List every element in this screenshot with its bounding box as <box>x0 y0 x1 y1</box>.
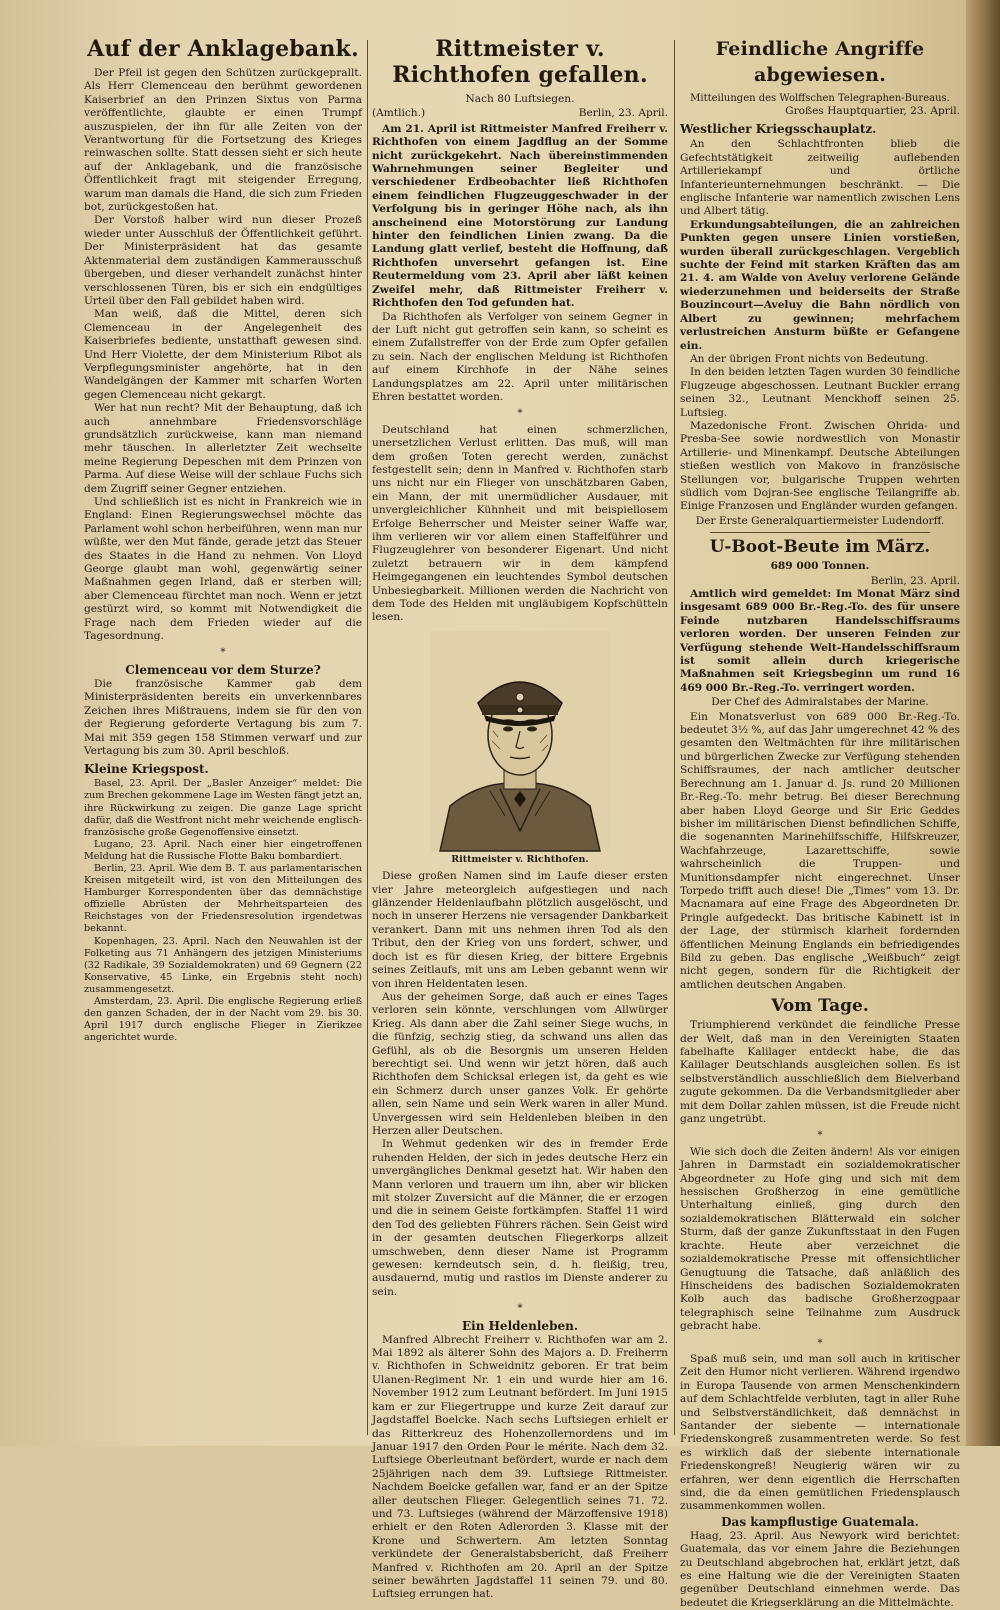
article-paragraph: Wer hat nun recht? Mit der Behauptung, daß ich auch annehmbare Friedensvorschläge grundsätzlich zurückweise, kann man niemand mehr täuschen. In allerletzter Zeit wechselte meine Regierung Depeschen mit dem Prinzen von Parma. Auf diese Weise will der schlaue Fuchs sich dem Zugriff seiner Gegner entziehen. <box>84 402 362 495</box>
article-lead: Amtlich wird gemeldet: Im Monat März sind insgesamt 689 000 Br.-Reg.-To. des für unsere Feinde nutzbaren Handelsschiffsraums verloren worden. Der unseren Feinden zur Verfügung stehende Welt-Handelsschiffsraum ist somit allein durch kriegerische Maßnahmen seit Kriegsbeginn um rund 16 469 000 Br.-Reg.-To. verringert worden. <box>680 588 960 694</box>
headline-uboot: U-Boot-Beute im März. <box>709 537 931 558</box>
section-title-heldenleben: Ein Heldenleben. <box>461 1318 578 1333</box>
separator-star: * <box>817 1337 823 1349</box>
news-item: Lugano, 23. April. Nach einer hier eingetroffenen Meldung hat die Russische Flotte Baku bombardiert. <box>84 838 362 862</box>
article-paragraph: Manfred Albrecht Freiherr v. Richthofen war am 2. Mai 1892 als älterer Sohn des Majors a. D. Freiherrn v. Richthofen in Schweidnitz geboren. Er trat beim Ulanen-Regiment Nr. 1 ein und wurde hier am 16. November 1912 zum Leutnant befördert. Im Juni 1915 kam er zur Fliegertruppe und kurze Zeit darauf zur Jagdstaffel Boelcke. Nach sechs Luftsiegen erhielt er das Ritterkreuz des Hohenzollernordens und im Januar 1917 den Orden Pour le mérite. Nach dem 32. Luftsiege Oberleutnant befördert, wurde er nach dem 25jährigen nach dem 39. Luftsiege Rittmeister. Nachdem Boelcke gefallen war, fand er an der Spitze aller deutschen Flieger. Gelegentlich seines 71. 72. und 73. Luftsieges (während der Märzoffensive 1918) erhielt er den Roten Adlerorden 3. Klasse mit der Krone und Schwertern. Am letzten Sonntag verkündete der Generalstabsbericht, daß Freiherr Manfred v. Richthofen am 20. April an der Spitze seiner bewährten Jagdstaffel 11 seinen 79. und 80. Luftsieg errungen hat. <box>372 1333 668 1601</box>
column-right <box>680 36 960 1610</box>
tonnage: 689 000 Tonnen. <box>770 560 870 573</box>
hq-dateline: Großes Hauptquartier, 23. April. <box>785 105 960 117</box>
section-title-kriegspost: Kleine Kriegspost. <box>84 762 209 777</box>
column-middle <box>372 36 668 1602</box>
news-item: Basel, 23. April. Der „Basler Anzeiger“ meldet: Die zum Brechen gekommene Lage im Westen fängt jetzt an, ihre Rückwirkung zu zeigen. Die ganze Lage spricht dafür, daß die Westfront nicht mehr weichende englisch-französische große Gegenoffensive einsetzt. <box>84 778 362 838</box>
article-paragraph: In Wehmut gedenken wir des in fremder Erde ruhenden Helden, der sich in jedes deutsche Herz ein unvergängliches Denkmal gesetzt hat. Wir haben den Mann verloren und trauern um ihn, aber wir blicken mit stolzer Zuversicht auf die Männer, die er erzogen und die in seinem Geiste fortkämpfen. Staffel 11 wird den Tod des geliebten Führers rächen. Sein Geist wird in der gesamten deutschen Fliegerkorps allzeit umschweben, denn dieser Name ist Programm gewesen: kerndeutsch sein, d. h. fleißig, treu, ausdauernd, mutig und rastlos im Dienste anderer zu sein. <box>372 1138 668 1298</box>
article-paragraph: Ein Monatsverlust von 689 000 Br.-Reg.-To. bedeutet 3½ %, auf das Jahr umgerechnet 42 % des gesamten den Weltmächten für ihre militärischen und bürgerlichen Zwecke zur Verfügung stehenden Schiffsraumes, der nach amtlicher deutscher Berechnung am 1. Januar d. Js. rund 20 Millionen Br.-Reg.-To. mehr betrug. Bei dieser Berechnung aber haben Lloyd George und Sir Eric Geddes bisher im militärischen Dienst befindlichen Schiffe, die sogenannten Marinehilfsschiffe, Hilfskreuzer, Wachfahrzeuge, Lazarettschiffe, sowie wahrscheinlich die Truppen- und Munitionsdampfer nicht eingerechnet. Unser Torpedo trifft auch diese! Die „Times“ vom 13. Dr. Macnamara auf eine Frage des Abgeordneten Dr. Pringle aufgedeckt. Das britische Kabinett ist in der Lage, der stürmisch klarheit fordernden öffentlichen Meinung Englands ein befriedigendes Bild zu geben. Das englische „Weißbuch“ zeigt nicht gegen, sondern für die Richtigkeit der amtlichen deutschen Angaben. <box>680 710 960 991</box>
headline-anklagebank: Auf der Anklagebank. <box>87 36 359 62</box>
article-paragraph: Aus der geheimen Sorge, daß auch er eines Tages verloren sein könnte, verschlungen vom Allwürger Krieg. Als dann aber die Zahl seiner Siege wuchs, in die fünfzig, sechzig stieg, da schwand uns allen das Gefühl, als ob die Besorgnis um unseren Helden berechtigt sei. Und wenn wir jetzt hören, daß auch Richthofen dem Schicksal erlegen ist, da geht es wie ein Schmerz durch unser ganzes Volk. Er gehörte allen, sein Name und sein Werk waren in aller Mund. Unvergessen wird sein Heldenleben bleiben in den Herzen aller Deutschen. <box>372 990 668 1137</box>
report-paragraph: Mazedonische Front. Zwischen Ohrida- und Presba-See sowie nordwestlich von Monastir Artillerie- und Minenkampf. Deutsche Abteilungen stießen westlich von Makovo in französische Stellungen vor, bulgarische Truppen wehrten südlich vom Dojran-See englische Teilangriffe ab. Einige Franzosen und Engländer wurden gefangen. <box>680 419 960 513</box>
article-paragraph: Spaß muß sein, und man soll auch in kritischer Zeit den Humor nicht verlieren. Während irgendwo in Europa Tausende von armen Menschenkindern auf dem Schlachtfelde verbluten, tagt in aller Ruhe und Selbstverständlichkeit, daß demnächst in Santander der siebente — internationale Friedenskongreß zusammentreten werde. So fest es wirklich daß der siebente internationale Friedenskongreß! Neugierig wären wir zu erfahren, wer denn eigentlich die Herrschaften sind, die da einen gemütlichen Friedensplausch zusammenkommen wollen. <box>680 1352 960 1513</box>
subheadline-clemenceau: Clemenceau vor dem Sturze? <box>125 662 321 677</box>
separator-star: * <box>517 1303 523 1315</box>
signature-admiralstab: Der Chef des Admiralstabes der Marine. <box>711 696 929 709</box>
portrait-caption: Rittmeister v. Richthofen. <box>451 853 589 865</box>
subtitle: Nach 80 Luftsiegen. <box>465 93 575 105</box>
headline-angriffe: Feindliche Angriffe abgewiesen. <box>715 38 925 86</box>
report-paragraph: Erkundungsabteilungen, die an zahlreichen Punkten gegen unsere Linien vorstießen, wurden überall zurückgeschlagen. Vergeblich suchte der Feind mit starken Kräften das am 21. 4. am Walde von Aveluy verlorene Gelände wiederzunehmen und beiderseits der Straße Bouzincourt—Aveluy die Bahn nördlich von Albert zu gewinnen; mehrfachem verlustreichen Ansturm büßte er Gefangene ein. <box>680 218 960 352</box>
divider <box>710 532 930 533</box>
dateline: Berlin, 23. April. <box>578 107 668 120</box>
portrait-figure <box>372 631 668 851</box>
news-item: Berlin, 23. April. Wie dem B. T. aus parlamentarischen Kreisen mitgeteilt wird, ist von den Mitteilungen des Hamburger Korrespondenten über das demnächstige offizielle Abrüsten der Mehrheitsparteien des Reichstages von der Friedensresolution irgendetwas bekannt. <box>84 862 362 935</box>
article-paragraph: Deutschland hat einen schmerzlichen, unersetzlichen Verlust erlitten. Das muß, will man dem großen Toten gerecht werden, zunächst festgestellt sein; denn in Manfred v. Richthofen starb uns nicht nur ein Flieger von unschätzbaren Gaben, ein Mann, der mit unermüdlicher Ausdauer, mit unvergleichlicher Kühnheit und mit beispiellosem Erfolge Beherrscher und Meister seiner Waffe war, ihm verlieren wir vor allem einen Staffelführer und Flugzeuglehrer von besonderer Eigenart. Und nicht zuletzt betrauern wir in dem kämpfend Heimgegangenen ein leuchtendes Symbol deutschen Unbesiegbarkeit. Millionen werden die Nachricht von dem Tode des Helden mit ungläubigem Kopfschütteln lesen. <box>372 423 668 624</box>
wire-service-line: Mitteilungen des Wolffschen Telegraphen-Bureaus. <box>690 93 950 104</box>
report-paragraph: In den beiden letzten Tagen wurden 30 feindliche Flugzeuge abgeschossen. Leutnant Buckler errang seinen 32., Leutnant Menckhoff seinen 25. Luftsieg. <box>680 366 960 419</box>
article-paragraph: Die französische Kammer gab dem Ministerpräsidenten bereits ein unverkennbares Zeichen ihres Mißtrauens, indem sie für den von der Regierung geforderte Vertagung bis zum 7. Mai mit 359 gegen 158 Stimmen verwarf und zur Vertagung bis zum 30. April beschloß. <box>84 677 362 757</box>
article-lead: Der Pfeil ist gegen den Schützen zurückgeprallt. Als Herr Clemenceau den berühmt gewordenen Kaiserbrief an den Prinzen Sixtus von Parma veröffentlichte, glaubte er einen Trumpf auszuspielen, der ihn für alle Zeiten von der Verantwortung für die Fortsetzung des Krieges reinwaschen sollte. Statt dessen sieht er sich heute auf der Anklagebank, und die französische Öffentlichkeit fragt mit steigender Erregung, warum man damals die Hand, die sich zum Frieden bot, zurückgestoßen hat. <box>84 67 362 214</box>
headline-richthofen: Rittmeister v. Richthofen gefallen. <box>392 36 648 88</box>
article-paragraph: Und schließlich ist es nicht in Frankreich wie in England: Einen Regierungswechsel möchte das Parlament wohl schon herbeiführen, wenn man nur wüßte, wer den Mut fände, gerade jetzt das Steuer des Staates in die Hand zu nehmen. Von Lloyd George glaubt man wohl, gegenwärtig seiner Maßnahmen gegen Irland, daß er sterben will; aber Clemenceau fürchtet man noch. Wenn er jetzt gestürzt wird, so kommt mit Notwendigkeit die Frage nach dem Frieden wieder auf die Tagesordnung. <box>84 496 362 643</box>
dateline: Berlin, 23. April. <box>870 574 960 587</box>
article-lead: Am 21. April ist Rittmeister Manfred Freiherr v. Richthofen von einem Jagdflug an der Somme nicht zurückgekehrt. Nach übereinstimmenden Wahrnehmungen seiner Begleiter und verschiedener Erdbeobachter ließ Richthofen einem feindlichen Flugzeuggeschwader in der Verfolgung bis in geringer Höhe nach, als ihn anscheinend eine Motorstörung zur Landung hinter den feindlichen Linien zwang. Da die Landung glatt verlief, besteht die Hoffnung, daß Richthofen unversehrt gefangen ist. Eine Reutermeldung vom 23. April aber läßt keinen Zweifel mehr, daß Rittmeister Freiherr v. Richthofen den Tod gefunden hat. <box>372 122 668 310</box>
report-paragraph: An den Schlachtfronten blieb die Gefechtstätigkeit zeitweilig auflebenden Artilleriekampf und örtliche Infanterieunternehmungen beschränkt. — Die englische Infanterie war namentlich zwischen Lens und Albert tätig. <box>680 138 960 218</box>
article-paragraph: Triumphierend verkündet die feindliche Presse der Welt, daß man in den Vereinigten Staaten fabelhafte Kalilager entdeckt habe, die das Kalilager Deutschlands ausgleichen sollen. Es ist selbstverständlich ausschließlich dem Bielverband zugute gekommen. Da die Verbandsmitglieder aber mit dem Dollar zahlen müssen, ist die Freude nicht ganz ungetrübt. <box>680 1019 960 1126</box>
richthofen-portrait-image <box>430 631 610 851</box>
column-rule <box>674 40 675 1435</box>
section-title-west: Westlicher Kriegsschauplatz. <box>680 122 877 137</box>
article-paragraph: Wie sich doch die Zeiten ändern! Als vor einigen Jahren in Darmstadt ein sozialdemokratischer Abgeordneter zu Hofe ging und sich mit dem hessischen Großherzog in eine gemütliche Unterhaltung einließ, ging durch den sozialdemokratischen Blätterwald ein solcher Sturm, daß der ganze Zukunftsstaat in den Fugen krachte. Heute aber verzeichnet die sozialdemokratische Presse mit offensichtlicher Genugtuung die Tatsache, daß anläßlich des Hinscheidens des badischen Sozialdemokraten Kolb auch das badische Großherzogpaar telegraphisch seine Teilnahme zum Ausdruck gebracht habe. <box>680 1145 960 1333</box>
separator-star: * <box>817 1130 823 1142</box>
report-paragraph: An der übrigen Front nichts von Bedeutung. <box>690 352 929 365</box>
amtlich-label: (Amtlich.) <box>372 107 426 120</box>
section-title-guatemala: Das kampflustige Guatemala. <box>721 1514 919 1529</box>
article-paragraph: Der Vorstoß halber wird nun dieser Prozeß wieder unter Ausschluß der Öffentlichkeit geführt. Der Ministerpräsident hat das gesamte Aktenmaterial dem zuständigen Kammerausschuß übergeben, und dieser verhandelt zunächst hinter verschlossenen Türen, bis er sich ein endgültiges Urteil über den Fall gebildet haben wird. <box>84 214 362 307</box>
article-paragraph: Man weiß, daß die Mittel, deren sich Clemenceau in der Angelegenheit des Kaiserbriefes bediente, unstatthaft gewesen sind. Und Herr Violette, der dem Ministerium Ribot als Verpflegungsminister angehörte, hat in den Wandelgängen der Kammer mit scharfen Worten gegen Clemenceau nicht gekargt. <box>84 308 362 401</box>
column-left <box>84 36 362 1044</box>
article-paragraph: Diese großen Namen sind im Laufe dieser ersten vier Jahre meteorgleich aufgestiegen und nach glänzender Heldenlaufbahn plötzlich ausgelöscht, und noch in unserer Herzens nie versagender Dankbarkeit verankert. Dann mit uns nehmen ihren Tod als den Tribut, den der Krieg von uns fordert, schwer, und doch ist es für diesen Krieg, der bittere Ergebnis seines Zeitlaufs, mit uns am Leben gebannt wenn wir von ihren Heldentaten lesen. <box>372 870 668 990</box>
separator-star: * <box>517 408 523 420</box>
separator-star: * <box>220 647 226 659</box>
signature-ludendorff: Der Erste Generalquartiermeister Ludendorff. <box>695 514 945 527</box>
news-item: Kopenhagen, 23. April. Nach den Neuwahlen ist der Folketing aus 71 Anhängern des jetzigen Ministeriums (32 Radikale, 39 Sozialdemokraten) und 69 Gegnern (22 Konservative, 45 Linke, ein Ergebnis steht noch) zusammengesetzt. <box>84 935 362 995</box>
column-rule <box>367 40 368 1435</box>
news-item: Amsterdam, 23. April. Die englische Regierung erließ den ganzen Schaden, der in der Nacht vom 29. bis 30. April 1917 durch englische Flieger in Zierikzee angerichtet wurde. <box>84 996 362 1044</box>
page-binding-edge <box>966 0 1000 1446</box>
article-paragraph: Da Richthofen als Verfolger von seinem Gegner in der Luft nicht gut getroffen sein kann, so scheint es einem Zufallstreffer von der Erde zum Opfer gefallen zu sein. Nach der englischen Meldung ist Richthofen auf einem Kirchhofe in der Nähe seines Landungsplatzes am 22. April unter militärischen Ehren bestattet worden. <box>372 310 668 403</box>
headline-vom-tage: Vom Tage. <box>771 996 869 1017</box>
article-paragraph: Haag, 23. April. Aus Newyork wird berichtet: Guatemala, das vor einem Jahre die Beziehungen zu Deutschland abgebrochen hat, erklärt jetzt, daß es eine Haltung wie die der Vereinigten Staaten gegenüber Deutschland einnehmen werde. Das bedeutet die Kriegserklärung an die Mittelmächte. <box>680 1529 960 1609</box>
